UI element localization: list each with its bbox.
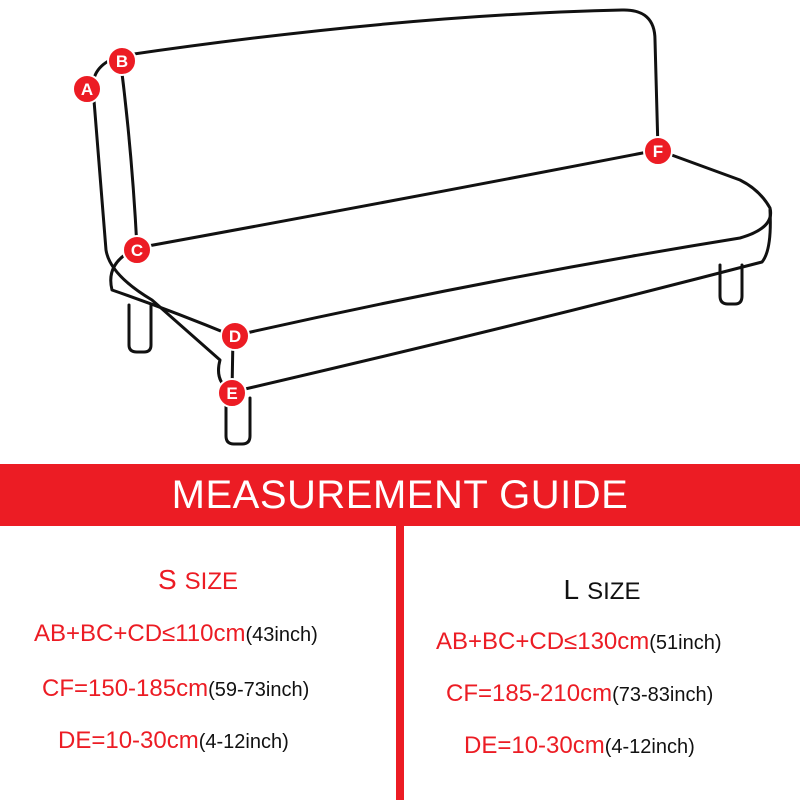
size-s-row-1 [34, 620, 318, 648]
svg-text:F: F [652, 142, 664, 161]
size-s-row-3-metric: DE=10-30cm [58, 727, 199, 754]
size-l-row-1 [436, 628, 722, 656]
size-l-row-3-imperial: (4-12inch) [604, 736, 695, 758]
marker-b-icon [108, 47, 136, 75]
sofa-front-bottom [232, 210, 770, 392]
size-l-row-1-metric: AB+BC+CD≤130cm [436, 628, 650, 655]
size-l-row-2 [446, 680, 713, 708]
marker-f-icon [644, 137, 672, 165]
size-s-column [0, 560, 396, 600]
svg-text:A: A [80, 80, 94, 99]
marker-e-icon [218, 379, 246, 407]
measure-markers [73, 47, 672, 407]
size-l-column [404, 560, 800, 610]
size-l-letter: L [563, 574, 580, 605]
marker-c-icon [123, 236, 151, 264]
size-s-row-1-metric: AB+BC+CD≤110cm [34, 620, 246, 647]
size-l-row-3 [464, 732, 695, 760]
size-l-row-2-metric: CF=185-210cm [446, 680, 613, 707]
size-s-row-2-imperial: (59-73inch) [208, 679, 310, 701]
size-l-title [404, 570, 800, 610]
size-s-row-3-imperial: (4-12inch) [198, 731, 289, 753]
size-l-row-3-metric: DE=10-30cm [464, 732, 605, 759]
sofa-leg-left [129, 305, 151, 352]
size-l-row-1-imperial: (51inch) [649, 632, 722, 654]
size-s-row-1-imperial: (43inch) [245, 624, 318, 646]
sofa-seat-crease [137, 150, 658, 248]
size-s-row-2-metric: CF=150-185cm [42, 675, 209, 702]
size-l-word: SIZE [587, 578, 641, 605]
svg-text:C: C [130, 241, 144, 260]
size-s-title [0, 560, 396, 600]
svg-text:B: B [115, 52, 129, 71]
svg-text:D: D [228, 327, 242, 346]
size-s-row-2 [42, 675, 309, 703]
measurement-guide-banner [0, 464, 800, 526]
sofa-left-side [93, 88, 232, 392]
sofa-seat [111, 150, 771, 336]
size-l-row-2-imperial: (73-83inch) [612, 684, 714, 706]
banner-title: MEASUREMENT GUIDE [171, 472, 629, 517]
size-s-word: SIZE [184, 568, 239, 595]
marker-a-icon [73, 75, 101, 103]
size-s-row-3 [58, 727, 289, 755]
svg-text:E: E [226, 384, 238, 403]
sofa-backrest [93, 10, 658, 150]
sofa-backrest-edge [120, 57, 137, 248]
size-s-letter: S [157, 564, 177, 595]
marker-d-icon [221, 322, 249, 350]
column-divider [396, 526, 404, 800]
